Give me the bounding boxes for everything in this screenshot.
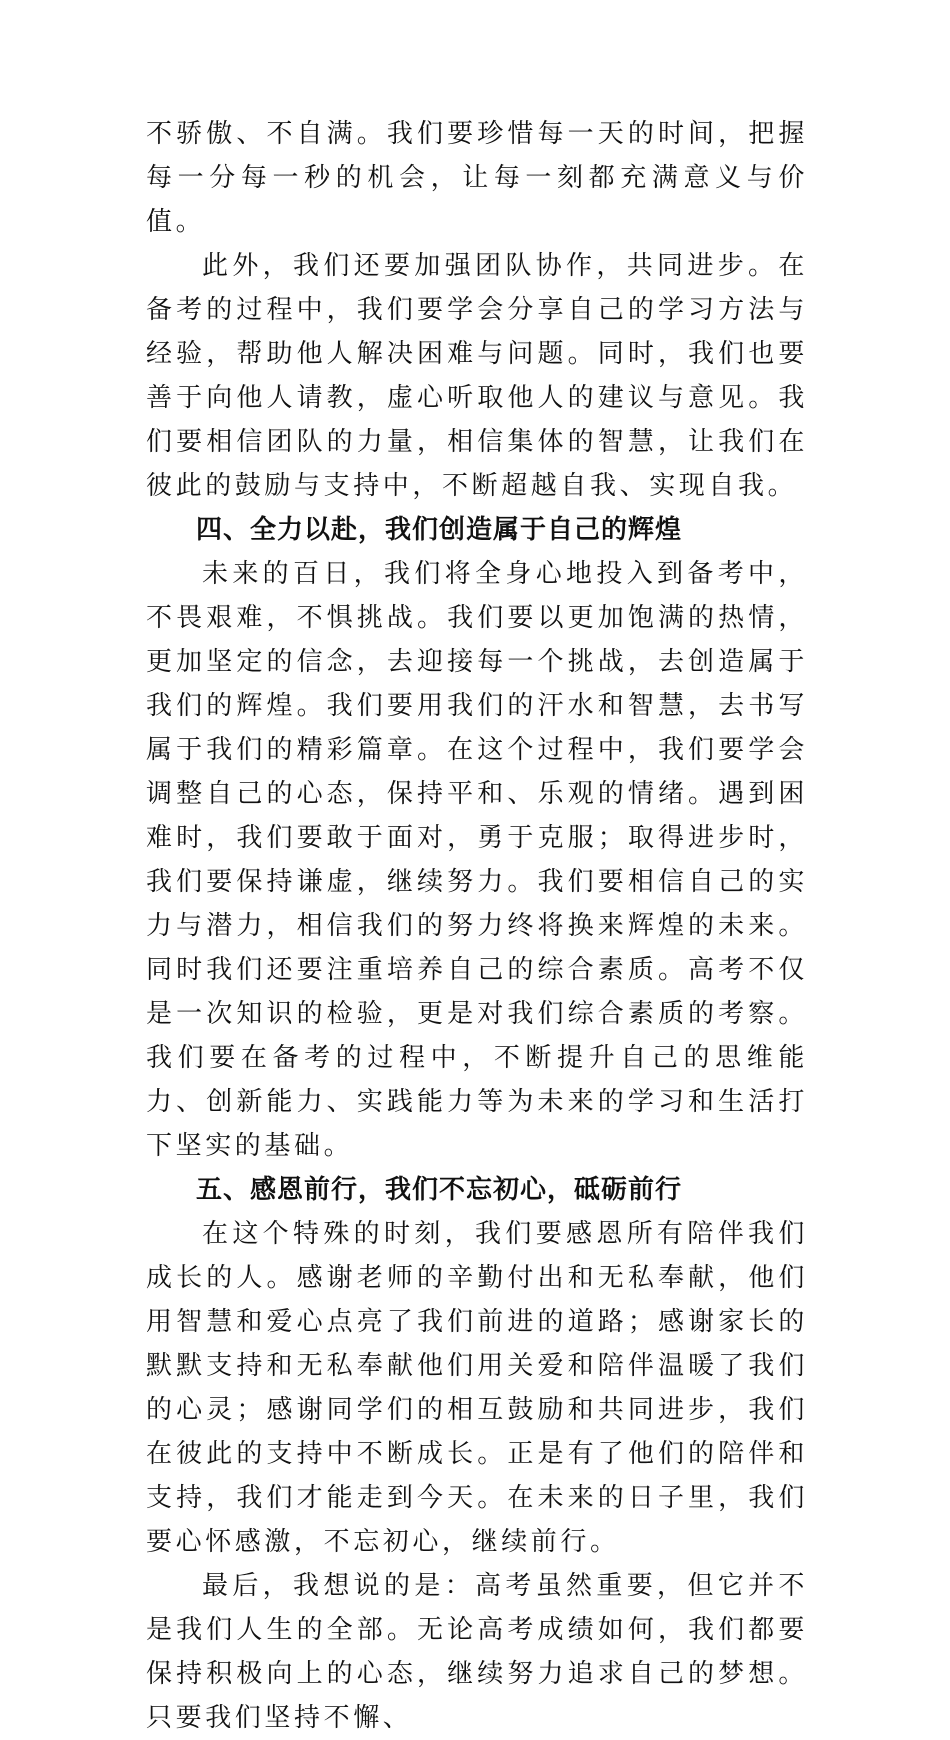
section-heading-5: 五、感恩前行，我们不忘初心，砥砺前行 bbox=[196, 1175, 683, 1205]
paragraph-continuation: 不骄傲、不自满。我们要珍惜每一天的时间，把握每一分每一秒的机会，让每一刻都充满意义与价值。 bbox=[146, 119, 808, 237]
paragraph-closing: 最后，我想说的是：高考虽然重要，但它并不是我们人生的全部。无论高考成绩如何，我们都要保持积极向上的心态，继续努力追求自己的梦想。只要我们坚持不懈、 bbox=[146, 1571, 808, 1733]
paragraph-gratitude: 在这个特殊的时刻，我们要感恩所有陪伴我们成长的人。感谢老师的辛勤付出和无私奉献，他们用智慧和爱心点亮了我们前进的道路；感谢家长的默默支持和无私奉献他们用关爱和陪伴温暖了我们的心灵；感谢同学们的相互鼓励和共同进步，我们在彼此的支持中不断成长。正是有了他们的陪伴和支持，我们才能走到今天。在未来的日子里，我们要心怀感激，不忘初心，继续前行。 bbox=[146, 1219, 808, 1557]
section-heading-4: 四、全力以赴，我们创造属于自己的辉煌 bbox=[196, 515, 683, 545]
paragraph-teamwork: 此外，我们还要加强团队协作，共同进步。在备考的过程中，我们要学会分享自己的学习方法与经验，帮助他人解决困难与问题。同时，我们也要善于向他人请教，虚心听取他人的建议与意见。我们要相信团队的力量，相信集体的智慧，让我们在彼此的鼓励与支持中，不断超越自我、实现自我。 bbox=[146, 251, 808, 501]
paragraph-full-effort: 未来的百日，我们将全身心地投入到备考中，不畏艰难，不惧挑战。我们要以更加饱满的热情，更加坚定的信念，去迎接每一个挑战，去创造属于我们的辉煌。我们要用我们的汗水和智慧，去书写属于我们的精彩篇章。在这个过程中，我们要学会调整自己的心态，保持平和、乐观的情绪。遇到困难时，我们要敢于面对，勇于克服；取得进步时，我们要保持谦虚，继续努力。我们要相信自己的实力与潜力，相信我们的努力终将换来辉煌的未来。同时我们还要注重培养自己的综合素质。高考不仅是一次知识的检验，更是对我们综合素质的考察。我们要在备考的过程中，不断提升自己的思维能力、创新能力、实践能力等为未来的学习和生活打下坚实的基础。 bbox=[146, 559, 808, 1161]
document-page bbox=[146, 112, 808, 1740]
